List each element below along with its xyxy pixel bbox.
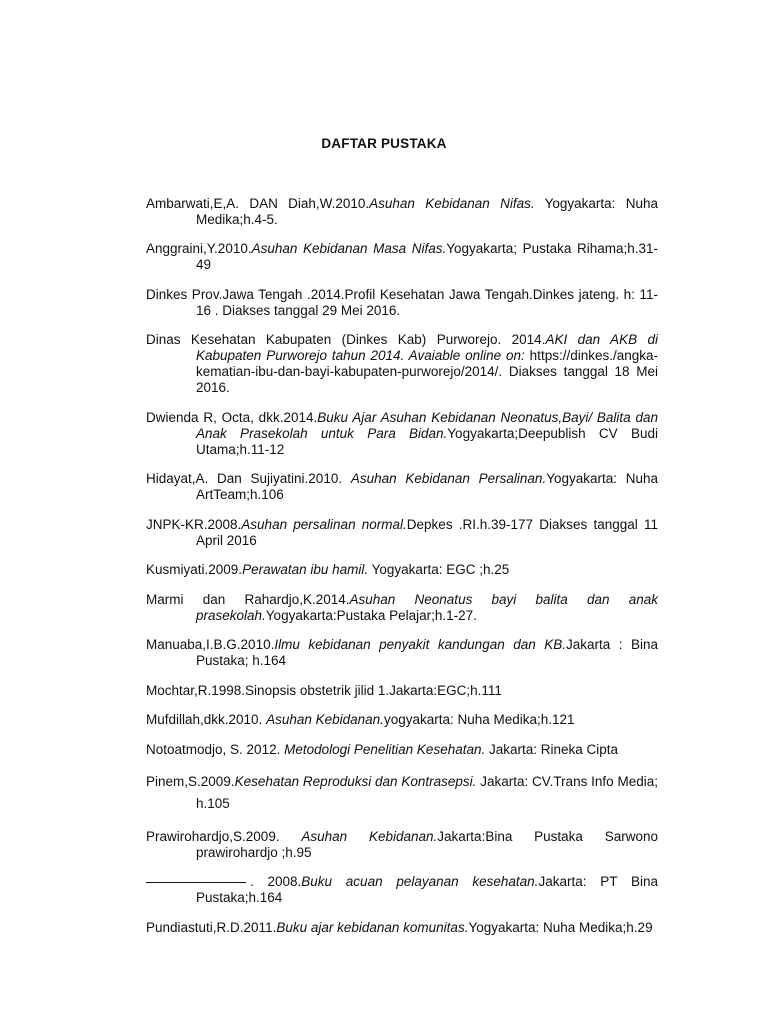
reference-entry: Mochtar,R.1998.Sinopsis obstetrik jilid 1.Jakarta:EGC;h.111: [146, 682, 502, 698]
author-repeat-dash: [146, 882, 246, 883]
reference-entry: Hidayat,A. Dan Sujiyatini.2010. Asuhan Kebidanan Persalinan.Yogyakarta: Nuha ArtTeam;h.106: [146, 471, 659, 502]
reference-entry: JNPK-KR.2008.Asuhan persalinan normal.Depkes .RI.h.39-177 Diakses tanggal 11 April 2016: [146, 516, 658, 548]
reference-entry: Manuaba,I.B.G.2010.Ilmu kebidanan penyakit kandungan dan KB.Jakarta : Bina Pustaka; h.164: [146, 637, 659, 668]
reference-entry: Mufdillah,dkk.2010. Asuhan Kebidanan.yogyakarta: Nuha Medika;h.121: [146, 712, 575, 727]
reference-entry: Dwienda R, Octa, dkk.2014.Buku Ajar Asuhan Kebidanan Neonatus,Bayi/ Balita dan Anak Prasekolah untuk Para Bidan.Yogyakarta;Deepublish CV Budi Utama;h.11-12: [146, 409, 658, 457]
reference-list: [146, 182, 658, 949]
reference-entry: Dinkes Prov.Jawa Tengah .2014.Profil Kesehatan Jawa Tengah.Dinkes jateng. h: 11-16 . Diakses tanggal 29 Mei 2016.: [146, 286, 658, 318]
reference-entry: Kusmiyati.2009.Perawatan ibu hamil. Yogyakarta: EGC ;h.25: [146, 562, 510, 577]
reference-entry: Pundiastuti,R.D.2011.Buku ajar kebidanan komunitas.Yogyakarta: Nuha Medika;h.29: [146, 919, 653, 935]
reference-entry: Prawirohardjo,S.2009. Asuhan Kebidanan.Jakarta:Bina Pustaka Sarwono prawirohardjo ;h.95: [146, 828, 659, 860]
reference-entry: Marmi dan Rahardjo,K.2014.Asuhan Neonatus bayi balita dan anak prasekolah.Yogyakarta:Pustaka Pelajar;h.1-27.: [146, 591, 659, 623]
reference-entry: Notoatmodjo, S. 2012. Metodologi Penelitian Kesehatan. Jakarta: Rineka Cipta: [146, 741, 619, 757]
reference-entry: . 2008.Buku acuan pelayanan kesehatan.Jakarta: PT Bina Pustaka;h.164: [146, 874, 658, 906]
page-title: DAFTAR PUSTAKA: [321, 136, 447, 151]
reference-entry: Ambarwati,E,A. DAN Diah,W.2010.Asuhan Kebidanan Nifas. Yogyakarta: Nuha Medika;h.4-5.: [146, 195, 658, 227]
reference-entry: Pinem,S.2009.Kesehatan Reproduksi dan Kontrasepsi. Jakarta: CV.Trans Info Media; h.105: [146, 774, 658, 811]
reference-entry: Anggraini,Y.2010.Asuhan Kebidanan Masa Nifas.Yogyakarta; Pustaka Rihama;h.31-49: [146, 241, 659, 272]
reference-entry: Dinas Kesehatan Kabupaten (Dinkes Kab) Purworejo. 2014.AKI dan AKB di Kabupaten Purworejo tahun 2014. Avaiable online on: https://dinkes./angka-kematian-ibu-dan-bayi-kabupaten-purworejo/2014/. Diakses tanggal 18 Mei 2016.: [146, 332, 659, 395]
